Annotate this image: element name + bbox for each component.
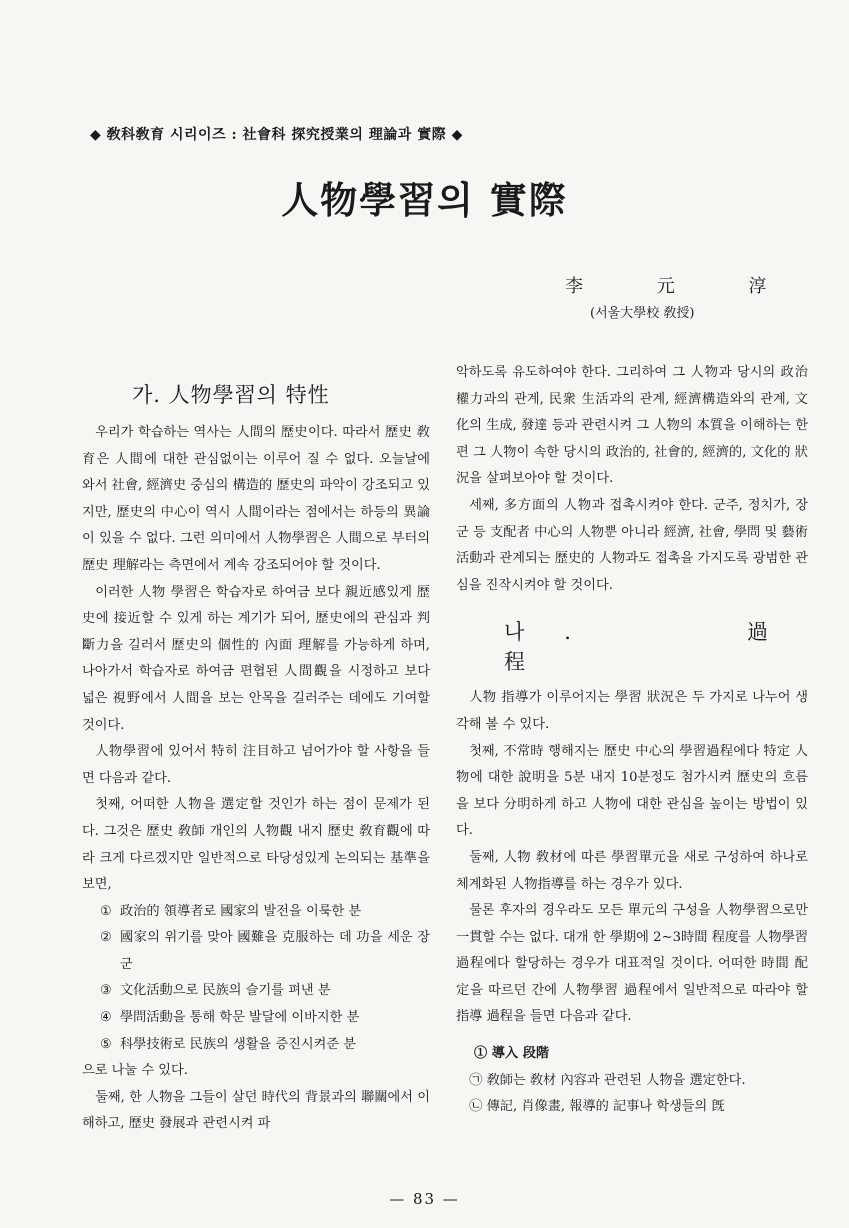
article-title: 人物學習의 實際 [281,178,568,222]
series-banner: ◆ 敎科敎育 시리이즈 : 社會科 探究授業의 理論과 實際 ◆ [90,127,463,143]
step-item: ㉡ 傳記, 肖像畫, 報導的 記事나 학생들의 旣 [469,1099,725,1115]
list-item: ③ 文化活動으로 民族의 슬기를 펴낸 분 [100,983,331,999]
paragraph: 이러한 人物 學習은 학습자로 하여금 보다 親近感있게 歷史에 接近할 수 있게 하는 계기가 되어, 歷史에의 관심과 判斷力을 길러서 歷史의 個性的 內面 理解를 가능하게 하며, 나아가서 학습자로 하여금 편협된 人間觀을 시정하고 보다 넓은 視野에서 人間을 보는 안목을 길러주는 데에도 기여할 것이다. [82,584,430,733]
paragraph: 물론 후자의 경우라도 모든 單元의 구성을 人物學習으로만 一貫할 수는 없다. 대개 한 學期에 2∼3時間 程度를 人物學習 過程에다 할당하는 경우가 대표적일 것이다. 어떠한 時間 配定을 따르던 간에 人物學習 過程에서 일반적으로 따라야 할 指導 過程을 들면 다음과 같다. [456,903,808,1025]
list-item: ② 國家의 위기를 맞아 國難을 克服하는 데 功을 세운 장군 [100,930,430,972]
author-affiliation: (서울大學校 敎授) [590,306,695,321]
list-item: ⑤ 科學技術로 民族의 생활을 증진시켜준 분 [100,1036,357,1052]
paragraph: 人物 指導가 이루어지는 學習 狀況은 두 가지로 나누어 생각해 볼 수 있다. [456,690,808,732]
right-column [456,360,808,1121]
paragraph: 세째, 多方面의 人物과 접촉시켜야 한다. 군주, 정치가, 장군 등 支配者 中心의 人物뿐 아니라 經濟, 社會, 學問 및 藝術 活動과 관계되는 歷史的 人物과도 접촉을 가지도록 광범한 관심을 진작시켜야 할 것이다. [456,497,808,593]
section-heading-ga: 가. 人物學習의 特性 [132,383,330,407]
paragraph: 으로 나눌 수 있다. [82,1063,188,1079]
section-heading-na: 나. 過 程 [504,620,808,675]
paragraph: 우리가 학습하는 역사는 人間의 歷史이다. 따라서 歷史 敎育은 人間에 대한 관심없이는 이루어 질 수 없다. 오늘날에 와서 社會, 經濟史 중심의 構造的 歷史의 파악이 강조되고 있지만, 歷史의 中心이 역시 人間이라는 점에서는 하등의 異論이 있을 수 없다. 그런 의미에서 人物學習은 人間으로 부터의 歷史 理解라는 측면에서 계속 강조되어야 할 것이다. [82,425,430,573]
paragraph: 첫째, 어떠한 人物을 選定할 것인가 하는 점이 문제가 된다. 그것은 歷史 敎師 개인의 人物觀 내지 歷史 敎育觀에 따라 크게 다르겠지만 일반적으로 타당성있게 논의되는 基準을 보면, [82,797,430,893]
paragraph: 둘째, 한 人物을 그들이 살던 時代의 背景과의 聯關에서 이해하고, 歷史 發展과 관련시켜 파 [82,1089,430,1132]
page-number: — 83 — [389,1190,460,1208]
step-item: ㉠ 敎師는 敎材 內容과 관련된 人物을 選定한다. [469,1072,746,1088]
list-item: ① 政治的 領導者로 國家의 발전을 이룩한 분 [100,903,362,919]
paragraph: 人物學習에 있어서 特히 注目하고 넘어가야 할 사항을 들면 다음과 같다. [82,744,430,786]
paragraph: 첫째, 不常時 행해지는 歷史 中心의 學習過程에다 特定 人物에 대한 說明을 5분 내지 10분정도 첨가시켜 歷史의 흐름을 보다 分明하게 하고 人物에 대한 관심을 높이는 방법이 있다. [456,743,808,839]
step-heading: ① 導入 段階 [474,1046,550,1062]
paragraph: 악하도록 유도하여야 한다. 그리하여 그 人物과 당시의 政治 權力과의 관계, 民衆 生活과의 관계, 經濟構造와의 관계, 文化의 生成, 發達 등과 관련시켜 그 人物의 本質을 이해하는 한편 그 人物이 속한 당시의 政治的, 社會的, 經濟的, 文化的 狀況을 살펴보아야 할 것이다. [456,365,808,487]
left-column [82,380,430,1138]
paragraph: 둘째, 人物 敎材에 따른 學習單元을 새로 구성하여 하나로 체계화된 人物指導를 하는 경우가 있다. [456,849,808,892]
author-name: 李 元 淳 [565,276,801,297]
list-item: ④ 學問活動을 통해 학문 발달에 이바지한 분 [100,1010,360,1026]
